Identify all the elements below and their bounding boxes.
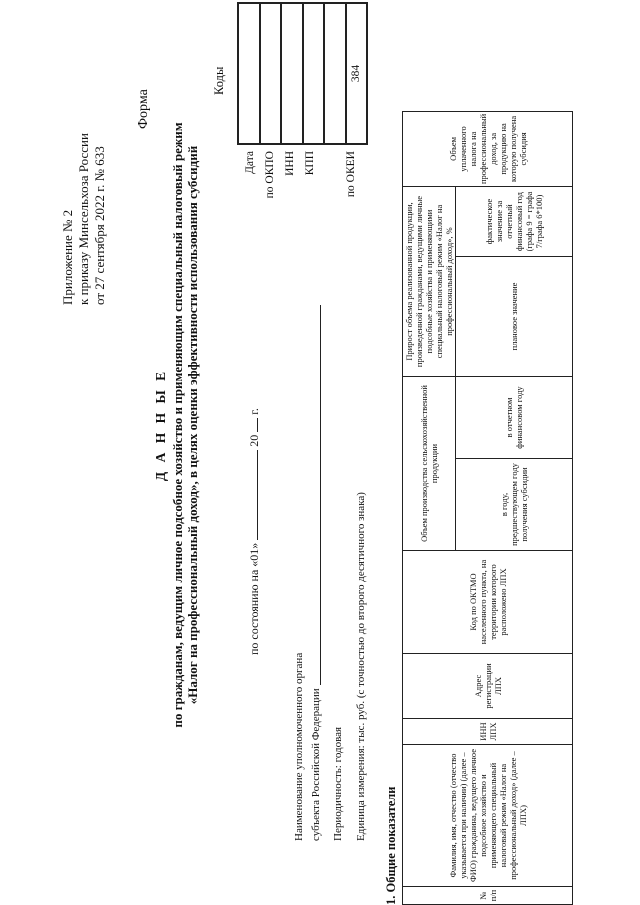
periodicity: Периодичность: годовая bbox=[332, 726, 344, 841]
appendix-order: к приказу Минсельхоза России bbox=[76, 133, 91, 305]
as-of-date bbox=[247, 408, 262, 655]
col-header-number: № п/п bbox=[403, 887, 573, 905]
code-cell-inn[interactable] bbox=[281, 3, 303, 144]
code-label-date: Дата bbox=[244, 151, 256, 174]
code-cell-okei: 384 bbox=[346, 3, 368, 144]
as-of-suffix: г. bbox=[247, 408, 261, 415]
authority-label-line1: Наименование уполномоченного органа bbox=[293, 652, 305, 841]
document-title: Д А Н Н Ы Е bbox=[153, 368, 168, 482]
code-label-inn: ИНН bbox=[284, 151, 296, 176]
subheader-planned: плановое значение bbox=[456, 257, 573, 377]
authority-label-line2: субъекта Российской Федерации bbox=[310, 688, 322, 841]
indicators-table bbox=[402, 111, 573, 905]
code-cell-okpo[interactable] bbox=[260, 3, 282, 144]
as-of-year-prefix: 20 bbox=[247, 434, 261, 447]
code-label-okpo: по ОКПО bbox=[264, 151, 276, 199]
subheader-actual: фактическое значение за отчетный финансовый год (графа 9 = графа 7/графа 6*100) bbox=[456, 187, 573, 257]
col-header-production-volume: Объем производства сельскохозяйственной продукции bbox=[403, 377, 456, 551]
subheader-reporting-year: в отчетном финансовом году bbox=[456, 377, 573, 459]
section-title: 1. Общие показатели bbox=[384, 786, 398, 905]
code-label-kpp: КПП bbox=[304, 151, 316, 176]
code-label-okei: по ОКЕИ bbox=[345, 151, 357, 198]
col-header-growth: Прирост объема реализованной продукции, произведенной гражданами, ведущими личные подсобные хозяйства и применяющими специальный налоговый режим «Налог на профессиональный доход», % bbox=[403, 187, 456, 377]
unit-of-measure: Единица измерения: тыс. руб. (с точностью до второго десятичного знака) bbox=[355, 492, 367, 841]
title-line-1: по гражданам, ведущим личное подсобное хозяйство и применяющим специальный налоговый режим bbox=[170, 122, 185, 728]
code-cell-empty[interactable] bbox=[324, 3, 346, 144]
as-of-prefix: по состоянию на «01» bbox=[247, 542, 261, 655]
col-header-address: Адрес регистрации ЛПХ bbox=[403, 654, 573, 719]
col-header-tax-paid: Объем уплаченного налога на профессиональный доход, за продукцию на которую получена субсидия bbox=[403, 111, 573, 186]
as-of-month-blank[interactable] bbox=[257, 450, 258, 540]
codes-header: Коды bbox=[212, 66, 226, 95]
col-header-name: Фамилия, имя, отчество (отчество указывается при наличии) (далее – ФИО) гражданина, ведущего личное подсобное хозяйство и применяющего специальный налоговый режим «Налог на профессиональный доход» (далее – ЛПХ) bbox=[403, 745, 573, 887]
codes-table bbox=[237, 2, 368, 145]
col-header-oktmo: Код по ОКТМО населенного пункта, на территории которого расположено ЛПХ bbox=[403, 551, 573, 654]
title-line-2: «Налог на профессиональный доход», в целях оценки эффективности использования субсидий bbox=[185, 145, 200, 705]
as-of-year-blank[interactable] bbox=[257, 418, 258, 432]
form-label: Форма bbox=[136, 89, 151, 129]
appendix-number: Приложение № 2 bbox=[60, 209, 75, 305]
appendix-block bbox=[60, 133, 108, 305]
subheader-prior-year: в году, предшествующем году получения субсидии bbox=[456, 459, 573, 551]
col-header-inn: ИНН ЛПХ bbox=[403, 719, 573, 745]
authority-input-line[interactable] bbox=[320, 305, 321, 685]
code-cell-date[interactable] bbox=[238, 3, 260, 144]
code-cell-kpp[interactable] bbox=[303, 3, 325, 144]
appendix-date: от 27 сентября 2022 г. № 633 bbox=[92, 146, 107, 305]
